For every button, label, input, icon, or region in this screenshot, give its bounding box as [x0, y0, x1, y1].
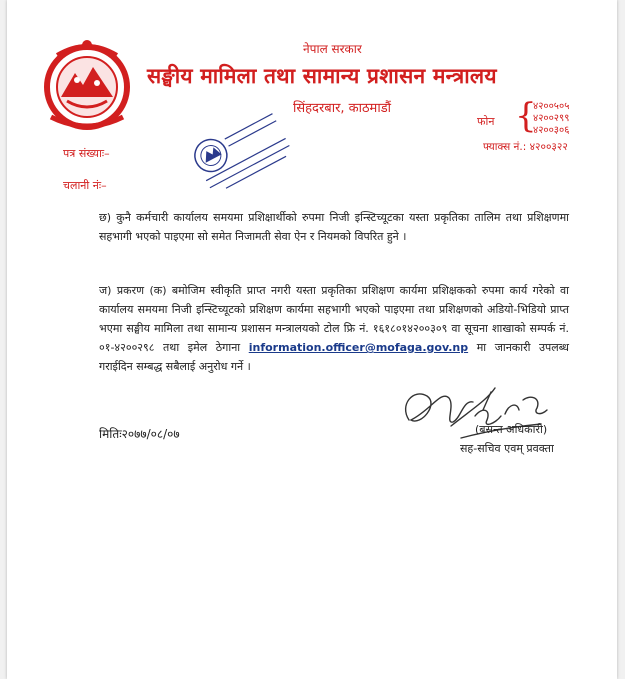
paragraph-ja — [99, 281, 569, 376]
ministry-name: सङ्घीय मामिला तथा सामान्य प्रशासन मन्त्रालय — [147, 64, 497, 88]
paragraph-ja-text: ज) प्रकरण (क) बमोजिम स्वीकृति प्राप्त नगरी यस्ता प्रकृतिका प्रशिक्षण कार्यमा प्रशिक्षकको रुपमा कार्य गरेको वा कार्यालय समयमा निजी इन्स्टिच्यूटको प्रशिक्षण कार्यमा सहभागी भएको पाइएमा तथा प्रशिक्षणको अडियो-भिडियो प्राप्त भएमा सङ्घीय मामिला तथा सामान्य प्रशासन मन्त्रालयको टोल फ्रि नं. १६१८०१४२००३०९ वा सूचना शाखाको सम्पर्क नं. ०१-४२००२९८ तथा इमेल ठेगाना — [99, 284, 569, 354]
government-name: नेपाल सरकार — [303, 42, 362, 56]
signer-name: (बसन्त अधिकारी) — [475, 423, 548, 436]
dispatch-number-label: चलानी नंः– — [63, 179, 107, 192]
phone-label: फोन — [477, 115, 495, 128]
office-seal-stamp — [185, 112, 295, 202]
phone-number: ४२००५०५ — [533, 101, 570, 112]
letter-page — [7, 0, 617, 679]
email-link[interactable]: information.officer@mofaga.gov.np — [248, 341, 469, 354]
phone-number: ४२००२९९ — [533, 113, 570, 124]
paragraph-chha: छ) कुनै कर्मचारी कार्यालय समयमा प्रशिक्षार्थीको रुपमा निजी इन्स्टिच्यूटका यस्ता प्रकृतिका तालिम तथा प्रशिक्षणमा सहभागी भएको पाइएमा सो समेत निजामती सेवा ऐन र नियमको विपरित हुने । — [99, 211, 569, 243]
fax-number: फ्याक्स नं.: ४२००३२२ — [483, 141, 568, 153]
letter-date: मितिः२०७७/०८/०७ — [99, 427, 180, 441]
paragraph-ja-tail: मा जानकारी उपलब्ध गराईदिन सम्बद्ध सबैलाई अनुरोध गर्ने । — [99, 341, 569, 373]
phone-number: ४२००३०६ — [533, 125, 570, 136]
letter-number-label: पत्र संख्याः– — [63, 147, 110, 160]
phone-brace: { — [515, 96, 537, 136]
handwritten-signature — [391, 380, 551, 450]
office-location: सिंहदरबार, काठमाडौं — [293, 101, 392, 116]
signer-title: सह-सचिव एवम् प्रवक्ता — [460, 442, 554, 455]
nepal-emblem-icon — [37, 35, 137, 135]
phone-numbers — [533, 101, 569, 137]
